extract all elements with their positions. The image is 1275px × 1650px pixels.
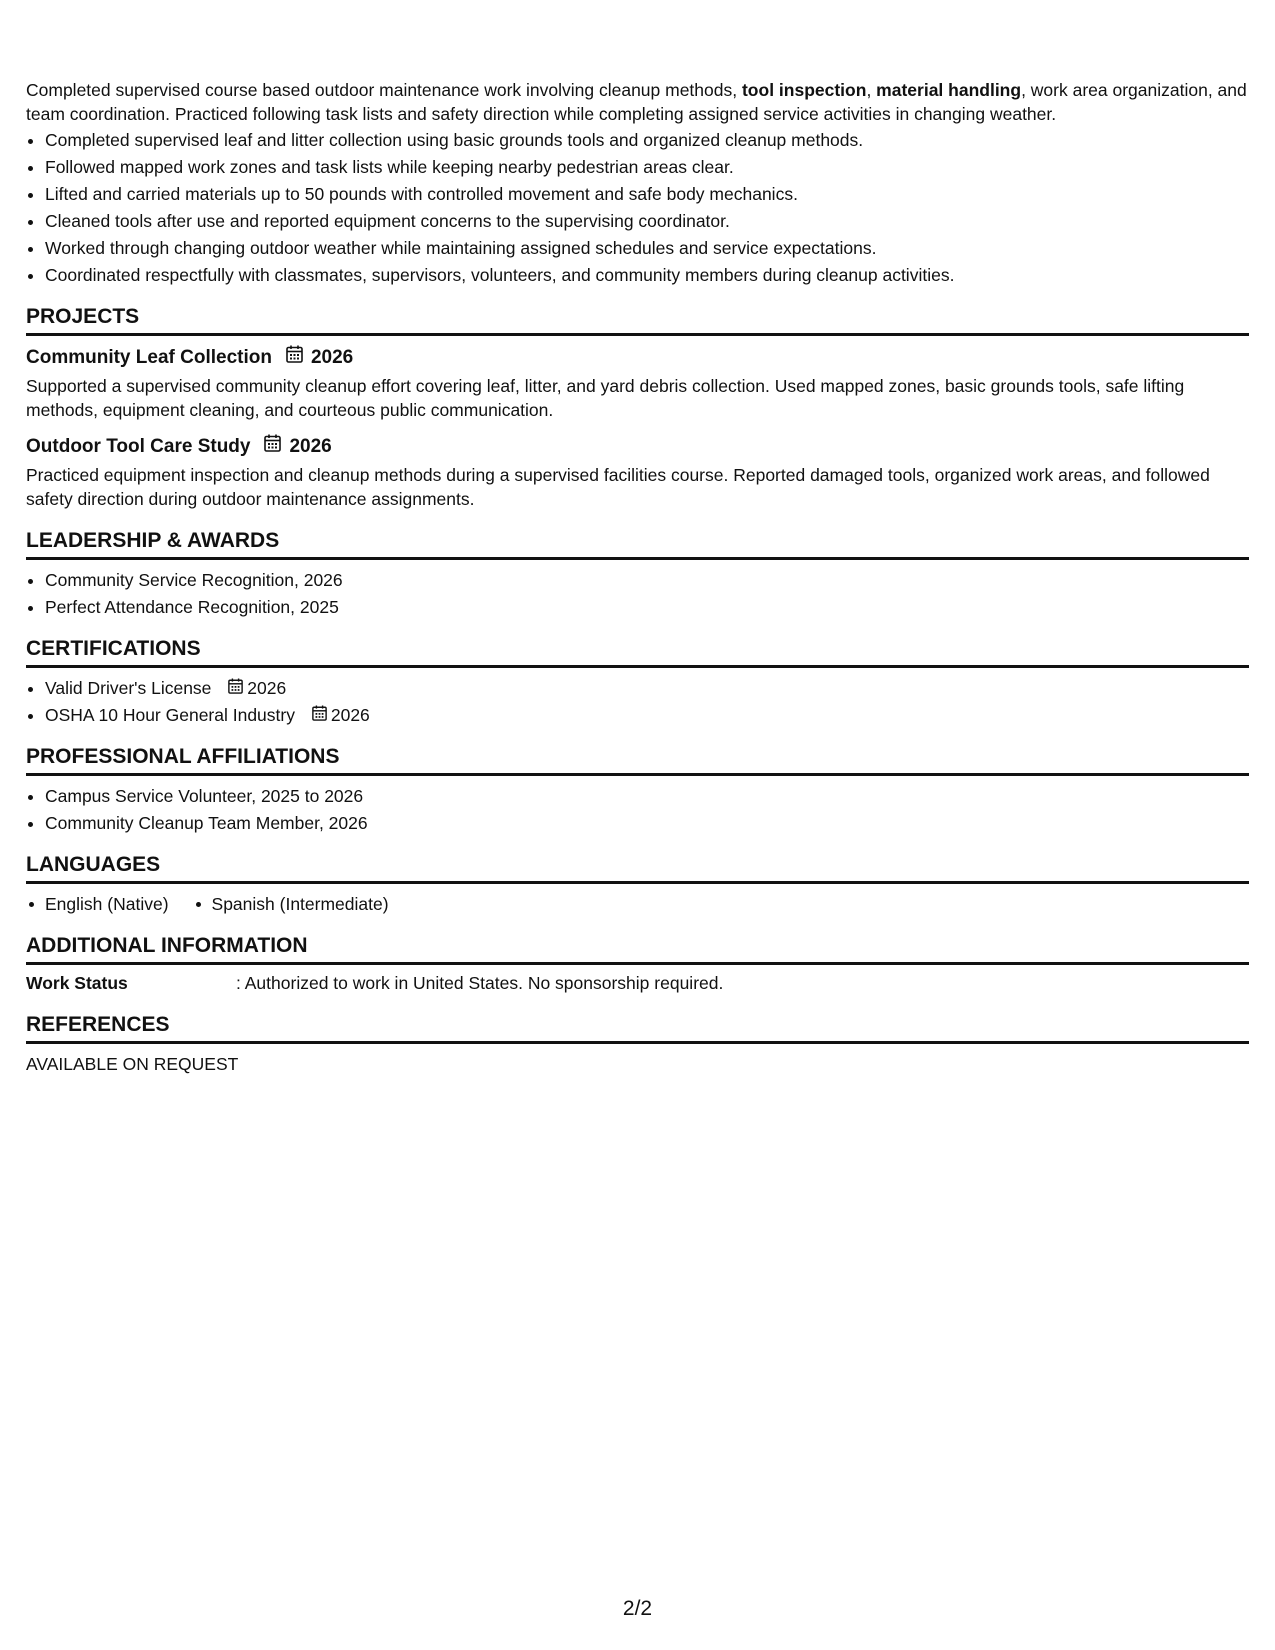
list-item: • Followed mapped work zones and task lists while keeping nearby pedestrian areas clear. <box>45 155 1249 179</box>
project-description: Practiced equipment inspection and cleanup methods during a supervised facilities course. Reported damaged tools, organized work areas, and followed safety direction during outdoor maintenance assignments. <box>26 465 1210 509</box>
list-item <box>45 676 1249 700</box>
list-item: • Community Service Recognition, 2026 <box>45 568 1249 592</box>
list-item: English (Native) <box>26 892 169 916</box>
section-title: REFERENCES <box>26 1013 1249 1044</box>
project-header <box>26 434 1249 459</box>
project-item <box>26 345 1249 422</box>
summary-separator: , <box>866 80 877 100</box>
list-item: • Worked through changing outdoor weather while maintaining assigned schedules and service expectations. <box>45 236 1249 260</box>
references-section <box>26 1013 1249 1076</box>
list-item: Spanish (Intermediate) <box>193 892 389 916</box>
experience-bullets <box>26 128 1249 287</box>
certification-date: 2026 <box>330 705 370 725</box>
certifications-section <box>26 637 1249 727</box>
calendar-icon <box>264 434 281 459</box>
languages-section <box>26 853 1249 916</box>
section-title: CERTIFICATIONS <box>26 637 1249 668</box>
summary-keyword: tool inspection <box>741 80 867 100</box>
experience-summary <box>26 78 1249 126</box>
project-date: 2026 <box>310 346 354 368</box>
list-item: • Community Cleanup Team Member, 2026 <box>45 811 1249 835</box>
project-name: Community Leaf Collection <box>26 346 272 368</box>
info-label: Work Status <box>26 973 128 993</box>
page-number: 2/2 <box>622 1597 653 1620</box>
summary-text: Completed supervised course based outdoor maintenance work involving cleanup methods, <box>26 80 742 100</box>
certifications-list <box>26 676 1249 727</box>
section-title: PROFESSIONAL AFFILIATIONS <box>26 745 1249 776</box>
project-description: Supported a supervised community cleanup effort covering leaf, litter, and yard debris collection. Used mapped zones, basic grounds tools, safe lifting methods, equipment cleaning, and courteous public communication. <box>26 376 1185 420</box>
project-item <box>26 434 1249 511</box>
section-title: LEADERSHIP & AWARDS <box>26 529 1249 560</box>
list-item: • Cleaned tools after use and reported equipment concerns to the supervising coordinator. <box>45 209 1249 233</box>
section-title: LANGUAGES <box>26 853 1249 884</box>
additional-info-section <box>26 934 1249 995</box>
list-item: • Completed supervised leaf and litter collection using basic grounds tools and organized cleanup methods. <box>45 128 1249 152</box>
leadership-list <box>26 568 1249 619</box>
section-title: ADDITIONAL INFORMATION <box>26 934 1249 965</box>
info-value: : Authorized to work in United States. No sponsorship required. <box>236 973 724 993</box>
project-name: Outdoor Tool Care Study <box>26 435 251 457</box>
calendar-icon <box>228 676 243 700</box>
languages-list <box>26 892 1249 916</box>
summary-keyword: material handling <box>876 80 1022 100</box>
list-item: • Campus Service Volunteer, 2025 to 2026 <box>45 784 1249 808</box>
list-item <box>45 703 1249 727</box>
affiliations-section <box>26 745 1249 835</box>
affiliations-list <box>26 784 1249 835</box>
certification-date-wrap <box>312 703 370 727</box>
project-date: 2026 <box>289 435 332 457</box>
section-title: PROJECTS <box>26 305 1249 336</box>
list-item: • Perfect Attendance Recognition, 2025 <box>45 595 1249 619</box>
leadership-section <box>26 529 1249 619</box>
certification-date-wrap <box>228 676 286 700</box>
project-header <box>26 345 1249 370</box>
summary-text: , work area organization, and team coordination. Practiced following task lists and safety direction while completing assigned service activities in changing weather. <box>26 80 1247 124</box>
references-text: AVAILABLE ON REQUEST <box>26 1054 239 1074</box>
certification-name: OSHA 10 Hour General Industry <box>45 705 295 725</box>
calendar-icon <box>312 703 327 727</box>
calendar-icon <box>286 345 303 370</box>
certification-name: Valid Driver's License <box>45 678 212 698</box>
list-item: • Lifted and carried materials up to 50 pounds with controlled movement and safe body mechanics. <box>45 182 1249 206</box>
work-status-row <box>26 971 1249 995</box>
certification-date: 2026 <box>247 678 287 698</box>
list-item: • Coordinated respectfully with classmates, supervisors, volunteers, and community members during cleanup activities. <box>45 263 1249 287</box>
projects-section <box>26 305 1249 511</box>
